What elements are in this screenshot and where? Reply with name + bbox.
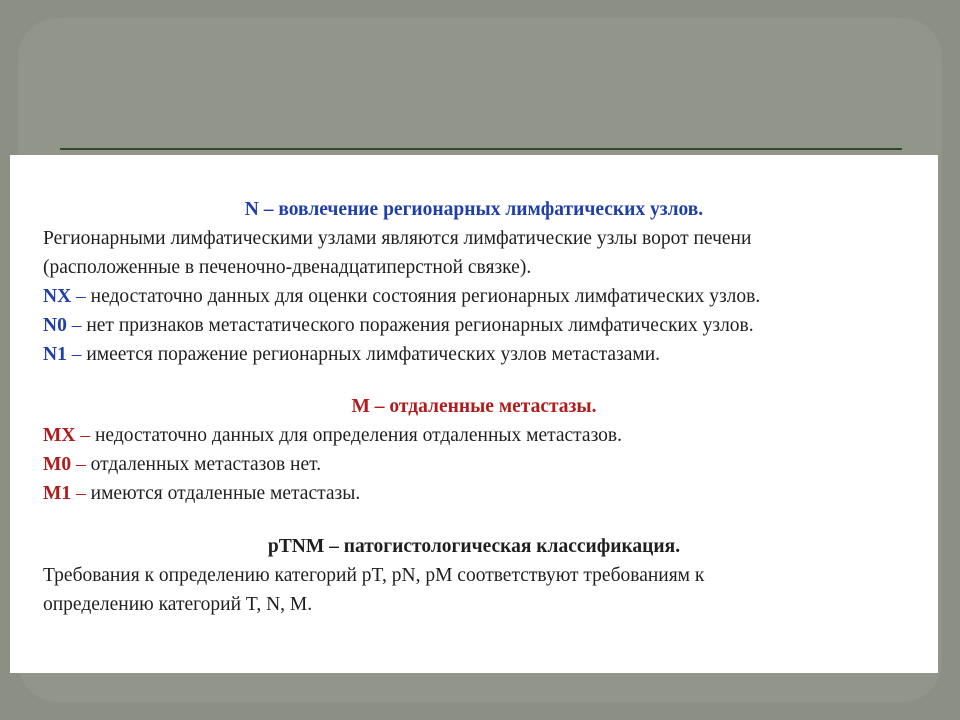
title-divider: [60, 148, 902, 150]
n-item-text: нет признаков метастатического поражения регионарных лимфатических узлов.: [86, 315, 754, 336]
n-item-code: N0: [43, 315, 67, 336]
n-item-text: недостаточно данных для оценки состояния регионарных лимфатических узлов.: [90, 286, 761, 307]
m-item-text: недостаточно данных для определения отдаленных метастазов.: [95, 425, 623, 446]
m-item-text: отдаленных метастазов нет.: [90, 454, 322, 475]
m-item-code: М0: [43, 454, 72, 475]
m-item-separator: –: [71, 483, 91, 504]
m-item-text: имеются отдаленные метастазы.: [90, 483, 361, 504]
m-item-mx: [43, 424, 622, 448]
n-item-code: NX: [43, 286, 72, 307]
n-item-code: N1: [43, 344, 67, 365]
m-item-m1: [43, 482, 360, 506]
ptnm-text-line-1: Требования к определению категорий pT, pN, pM соответствуют требованиям к: [43, 565, 705, 586]
n-description-line-1: Регионарными лимфатическими узлами являются лимфатические узлы ворот печени: [43, 228, 752, 249]
m-item-code: МX: [43, 425, 76, 446]
n-item-separator: –: [66, 315, 87, 336]
ptnm-section-heading: pTNM – патогистологическая классификация.: [267, 536, 681, 557]
n-item-n1: [43, 343, 660, 367]
n-item-separator: –: [71, 286, 91, 307]
n-item-n0: [43, 314, 754, 338]
m-item-m0: [43, 453, 321, 477]
ptnm-text-line-2: определению категорий T, N, M.: [43, 594, 313, 615]
m-item-separator: –: [75, 425, 95, 446]
slide-title-area: [60, 40, 900, 140]
n-item-nx: [43, 285, 760, 309]
n-item-separator: –: [66, 344, 87, 365]
n-description-line-2: (расположенные в печеночно-двенадцатиперстной связке).: [43, 257, 532, 278]
n-section-heading: N – вовлечение регионарных лимфатических узлов.: [244, 199, 704, 220]
n-item-text: имеется поражение регионарных лимфатических узлов метастазами.: [86, 344, 661, 365]
content-panel: [10, 155, 938, 673]
m-item-code: М1: [43, 483, 72, 504]
m-section-heading: М – отдаленные метастазы.: [351, 396, 597, 417]
m-item-separator: –: [71, 454, 91, 475]
